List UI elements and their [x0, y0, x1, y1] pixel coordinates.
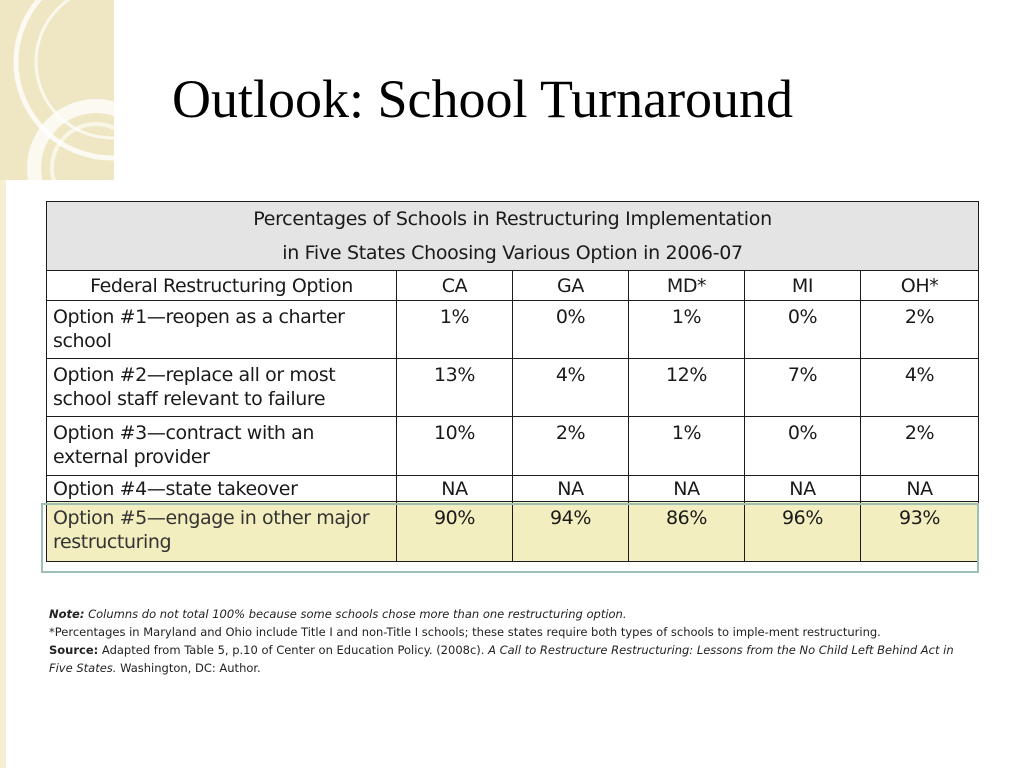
option-cell: Option #5—engage in other major restructuring: [47, 502, 397, 562]
note-line: [49, 605, 979, 623]
option-cell: Option #2—replace all or most school staff relevant to failure: [47, 359, 397, 417]
table-row: [47, 476, 979, 502]
decorative-band: [0, 180, 6, 768]
value-cell: 1%: [629, 301, 745, 359]
value-cell: 4%: [513, 359, 629, 417]
table-row-highlighted: [47, 502, 979, 562]
option-cell: Option #4—state takeover: [47, 476, 397, 502]
table-header-row: [47, 271, 979, 301]
value-cell: 4%: [861, 359, 979, 417]
source-suffix: Washington, DC: Author.: [120, 661, 261, 675]
value-cell: 2%: [861, 301, 979, 359]
table-caption-line-2: in Five States Choosing Various Option in 2006-07: [282, 242, 743, 264]
source-title: A Call to Restructure Restructuring: Lessons from the No Child Left Behind Act in Five States.: [49, 643, 954, 675]
value-cell: 13%: [397, 359, 513, 417]
table-row: [47, 359, 979, 417]
note-label: Note:: [49, 607, 85, 621]
source-line: [49, 641, 979, 677]
value-cell: 86%: [629, 502, 745, 562]
value-cell: 0%: [513, 301, 629, 359]
source-prefix: Adapted from Table 5, p.10 of Center on Education Policy. (2008c).: [101, 643, 485, 657]
restructuring-table: [46, 201, 979, 562]
decorative-corner: [0, 0, 114, 180]
table-caption: [47, 202, 979, 271]
source-label: Source:: [49, 643, 99, 657]
column-header-md: MD*: [629, 271, 745, 301]
value-cell: 1%: [629, 417, 745, 476]
option-cell: Option #1—reopen as a charter school: [47, 301, 397, 359]
option-cell: Option #3—contract with an external provider: [47, 417, 397, 476]
asterisk-note: *Percentages in Maryland and Ohio include Title I and non-Title I schools; these states require both types of schools to imple-ment restructuring.: [49, 625, 881, 639]
table-caption-line-1: Percentages of Schools in Restructuring Implementation: [253, 208, 772, 230]
column-header-mi: MI: [745, 271, 861, 301]
restructuring-table-container: [46, 201, 978, 562]
value-cell: 94%: [513, 502, 629, 562]
value-cell: 10%: [397, 417, 513, 476]
table-row: [47, 301, 979, 359]
table-notes: [49, 605, 979, 677]
column-header-ga: GA: [513, 271, 629, 301]
slide-title: Outlook: School Turnaround: [172, 69, 794, 129]
value-cell: 96%: [745, 502, 861, 562]
table-row: [47, 417, 979, 476]
column-header-option: Federal Restructuring Option: [47, 271, 397, 301]
column-header-oh: OH*: [861, 271, 979, 301]
value-cell: 90%: [397, 502, 513, 562]
value-cell: NA: [629, 476, 745, 502]
decorative-arcs-icon: [0, 0, 114, 180]
value-cell: 0%: [745, 417, 861, 476]
value-cell: NA: [745, 476, 861, 502]
value-cell: NA: [513, 476, 629, 502]
value-cell: 7%: [745, 359, 861, 417]
value-cell: 2%: [861, 417, 979, 476]
value-cell: 93%: [861, 502, 979, 562]
value-cell: NA: [397, 476, 513, 502]
note-text: Columns do not total 100% because some schools chose more than one restructuring option.: [88, 607, 627, 621]
value-cell: 12%: [629, 359, 745, 417]
column-header-ca: CA: [397, 271, 513, 301]
value-cell: NA: [861, 476, 979, 502]
value-cell: 1%: [397, 301, 513, 359]
value-cell: 2%: [513, 417, 629, 476]
value-cell: 0%: [745, 301, 861, 359]
